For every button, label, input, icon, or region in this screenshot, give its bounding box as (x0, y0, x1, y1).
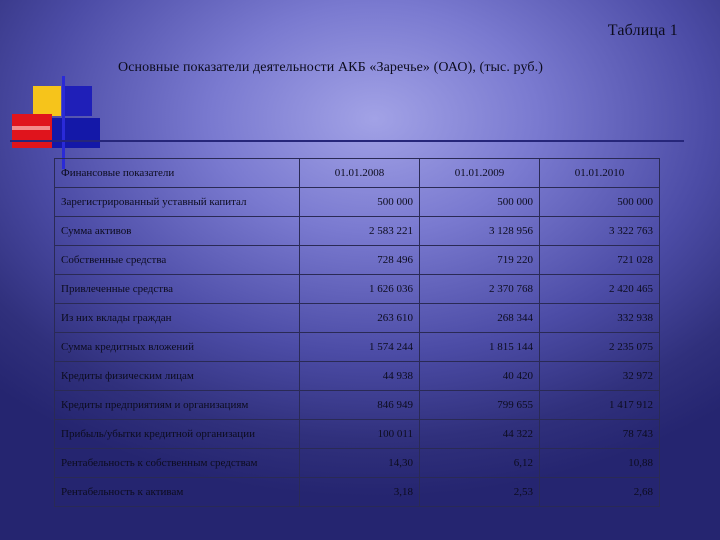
cell-value: 2,68 (540, 478, 660, 507)
cell-value: 500 000 (420, 188, 540, 217)
table-row (55, 391, 660, 420)
table-row (55, 188, 660, 217)
row-label: Рентабельность к собственным средствам (55, 449, 300, 478)
cell-value: 14,30 (300, 449, 420, 478)
decorative-vertical-line (62, 76, 65, 169)
cell-value: 2,53 (420, 478, 540, 507)
row-label: Собственные средства (55, 246, 300, 275)
table-row (55, 275, 660, 304)
decorative-blue-square-top (64, 86, 92, 116)
header-date-2010: 01.01.2010 (540, 159, 660, 188)
cell-value: 2 583 221 (300, 217, 420, 246)
cell-value: 44 322 (420, 420, 540, 449)
table-row (55, 217, 660, 246)
cell-value: 721 028 (540, 246, 660, 275)
cell-value: 100 011 (300, 420, 420, 449)
cell-value: 500 000 (300, 188, 420, 217)
cell-value: 3 322 763 (540, 217, 660, 246)
row-label: Прибыль/убытки кредитной организации (55, 420, 300, 449)
cell-value: 846 949 (300, 391, 420, 420)
header-date-2008: 01.01.2008 (300, 159, 420, 188)
cell-value: 799 655 (420, 391, 540, 420)
cell-value: 78 743 (540, 420, 660, 449)
cell-value: 332 938 (540, 304, 660, 333)
cell-value: 2 235 075 (540, 333, 660, 362)
cell-value: 1 626 036 (300, 275, 420, 304)
row-label: Кредиты предприятиям и организациям (55, 391, 300, 420)
row-label: Из них вклады граждан (55, 304, 300, 333)
table-row (55, 246, 660, 275)
table-row (55, 449, 660, 478)
decorative-horizontal-line (10, 140, 684, 142)
cell-value: 3,18 (300, 478, 420, 507)
decorative-red-stripe (12, 126, 50, 130)
cell-value: 719 220 (420, 246, 540, 275)
table-row (55, 304, 660, 333)
cell-value: 1 815 144 (420, 333, 540, 362)
cell-value: 44 938 (300, 362, 420, 391)
cell-value: 263 610 (300, 304, 420, 333)
slide-title: Основные показатели деятельности АКБ «Заречье» (ОАО), (тыс. руб.) (118, 60, 543, 75)
row-label: Сумма активов (55, 217, 300, 246)
cell-value: 40 420 (420, 362, 540, 391)
cell-value: 3 128 956 (420, 217, 540, 246)
cell-value: 1 574 244 (300, 333, 420, 362)
table-row (55, 420, 660, 449)
decorative-blue-square (52, 118, 100, 148)
cell-value: 2 370 768 (420, 275, 540, 304)
cell-value: 32 972 (540, 362, 660, 391)
table-row (55, 478, 660, 507)
cell-value: 1 417 912 (540, 391, 660, 420)
header-date-2009: 01.01.2009 (420, 159, 540, 188)
cell-value: 6,12 (420, 449, 540, 478)
table-header-row (55, 159, 660, 188)
decorative-red-square (12, 114, 52, 148)
cell-value: 500 000 (540, 188, 660, 217)
cell-value: 10,88 (540, 449, 660, 478)
decorative-yellow-square (33, 86, 61, 116)
row-label: Рентабельность к активам (55, 478, 300, 507)
header-indicator: Финансовые показатели (55, 159, 300, 188)
row-label: Кредиты физическим лицам (55, 362, 300, 391)
financial-indicators-table (54, 158, 660, 507)
row-label: Привлеченные средства (55, 275, 300, 304)
row-label: Сумма кредитных вложений (55, 333, 300, 362)
cell-value: 268 344 (420, 304, 540, 333)
table-number-label: Таблица 1 (607, 22, 678, 39)
cell-value: 2 420 465 (540, 275, 660, 304)
row-label: Зарегистрированный уставный капитал (55, 188, 300, 217)
cell-value: 728 496 (300, 246, 420, 275)
table-row (55, 362, 660, 391)
table-row (55, 333, 660, 362)
